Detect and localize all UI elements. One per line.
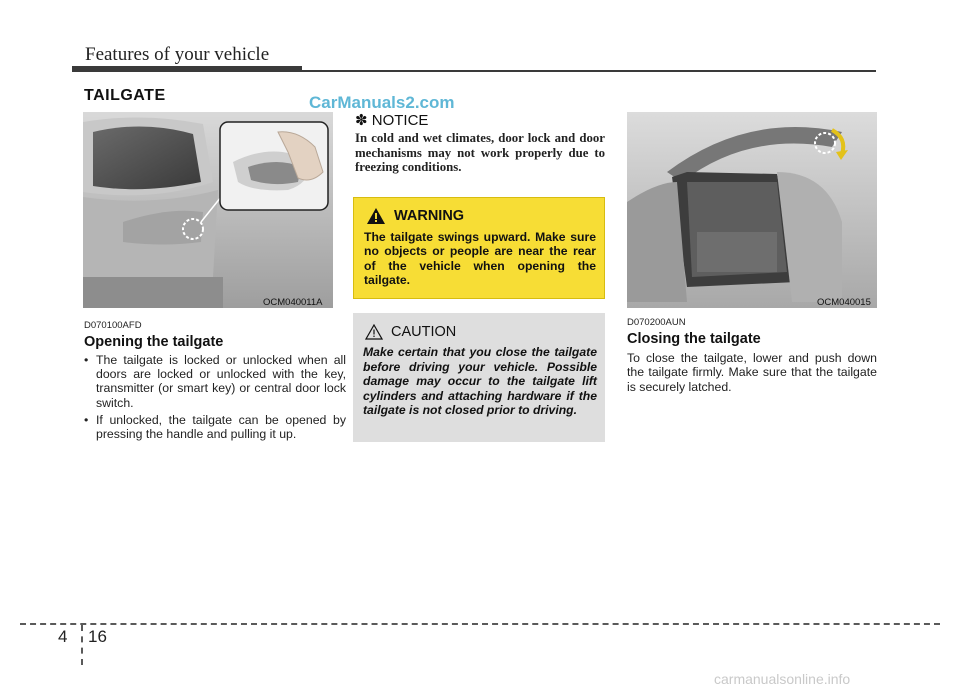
section-title: TAILGATE (84, 87, 166, 104)
tailgate-handle-image (83, 112, 333, 308)
opening-heading: Opening the tailgate (84, 334, 224, 350)
caution-heading: CAUTION (391, 324, 457, 340)
caution-box (353, 313, 605, 442)
left-image-code: OCM040011A (263, 297, 323, 308)
warning-heading: WARNING (394, 208, 465, 224)
caution-body: Make certain that you close the tailgate before driving your vehicle. Possible damage may occur to the tailgate lift cylinders and attaching hardware if the tailgate is not closed prior to driving. (363, 345, 597, 417)
header-rule (302, 70, 876, 72)
opening-bullet-1: • The tailgate is locked or unlocked when all doors are locked or unlocked with the key, transmitter (or smart key) or central door lock switch. (84, 353, 346, 410)
closing-heading: Closing the tailgate (627, 331, 761, 347)
open-tailgate-image (627, 112, 877, 308)
page-number: 16 (88, 627, 107, 646)
bullet-glyph: • (84, 353, 89, 367)
caution-triangle-icon (365, 324, 383, 340)
warning-box (353, 197, 605, 299)
opening-bullet-list (84, 353, 346, 444)
closing-body: To close the tailgate, lower and push down the tailgate firmly. Make sure that the tailgate is securely latched. (627, 351, 877, 394)
notice-heading: ✽ NOTICE (355, 112, 429, 129)
closing-code: D070200AUN (627, 317, 686, 328)
running-header: Features of your vehicle (85, 44, 270, 65)
chapter-number: 4 (58, 627, 68, 646)
footer-rule (20, 623, 940, 625)
warning-triangle-icon (366, 207, 386, 225)
notice-body: In cold and wet climates, door lock and door mechanisms may not work properly due to freezing conditions. (355, 131, 605, 174)
open-tailgate-illustration (627, 112, 877, 308)
bottom-watermark: carmanualsonline.info (714, 671, 851, 687)
tailgate-handle-illustration (83, 112, 333, 308)
warning-body: The tailgate swings upward. Make sure no objects or people are near the rear of the vehicle when opening the tailgate. (364, 230, 596, 287)
footer-divider (81, 625, 83, 665)
right-image-code: OCM040015 (817, 297, 871, 308)
top-watermark: CarManuals2.com (309, 93, 455, 112)
header-bar (72, 66, 302, 72)
opening-bullet-2: • If unlocked, the tailgate can be opened by pressing the handle and pulling it up. (84, 412, 346, 442)
bullet-glyph: • (84, 412, 89, 427)
opening-code: D070100AFD (84, 320, 142, 331)
